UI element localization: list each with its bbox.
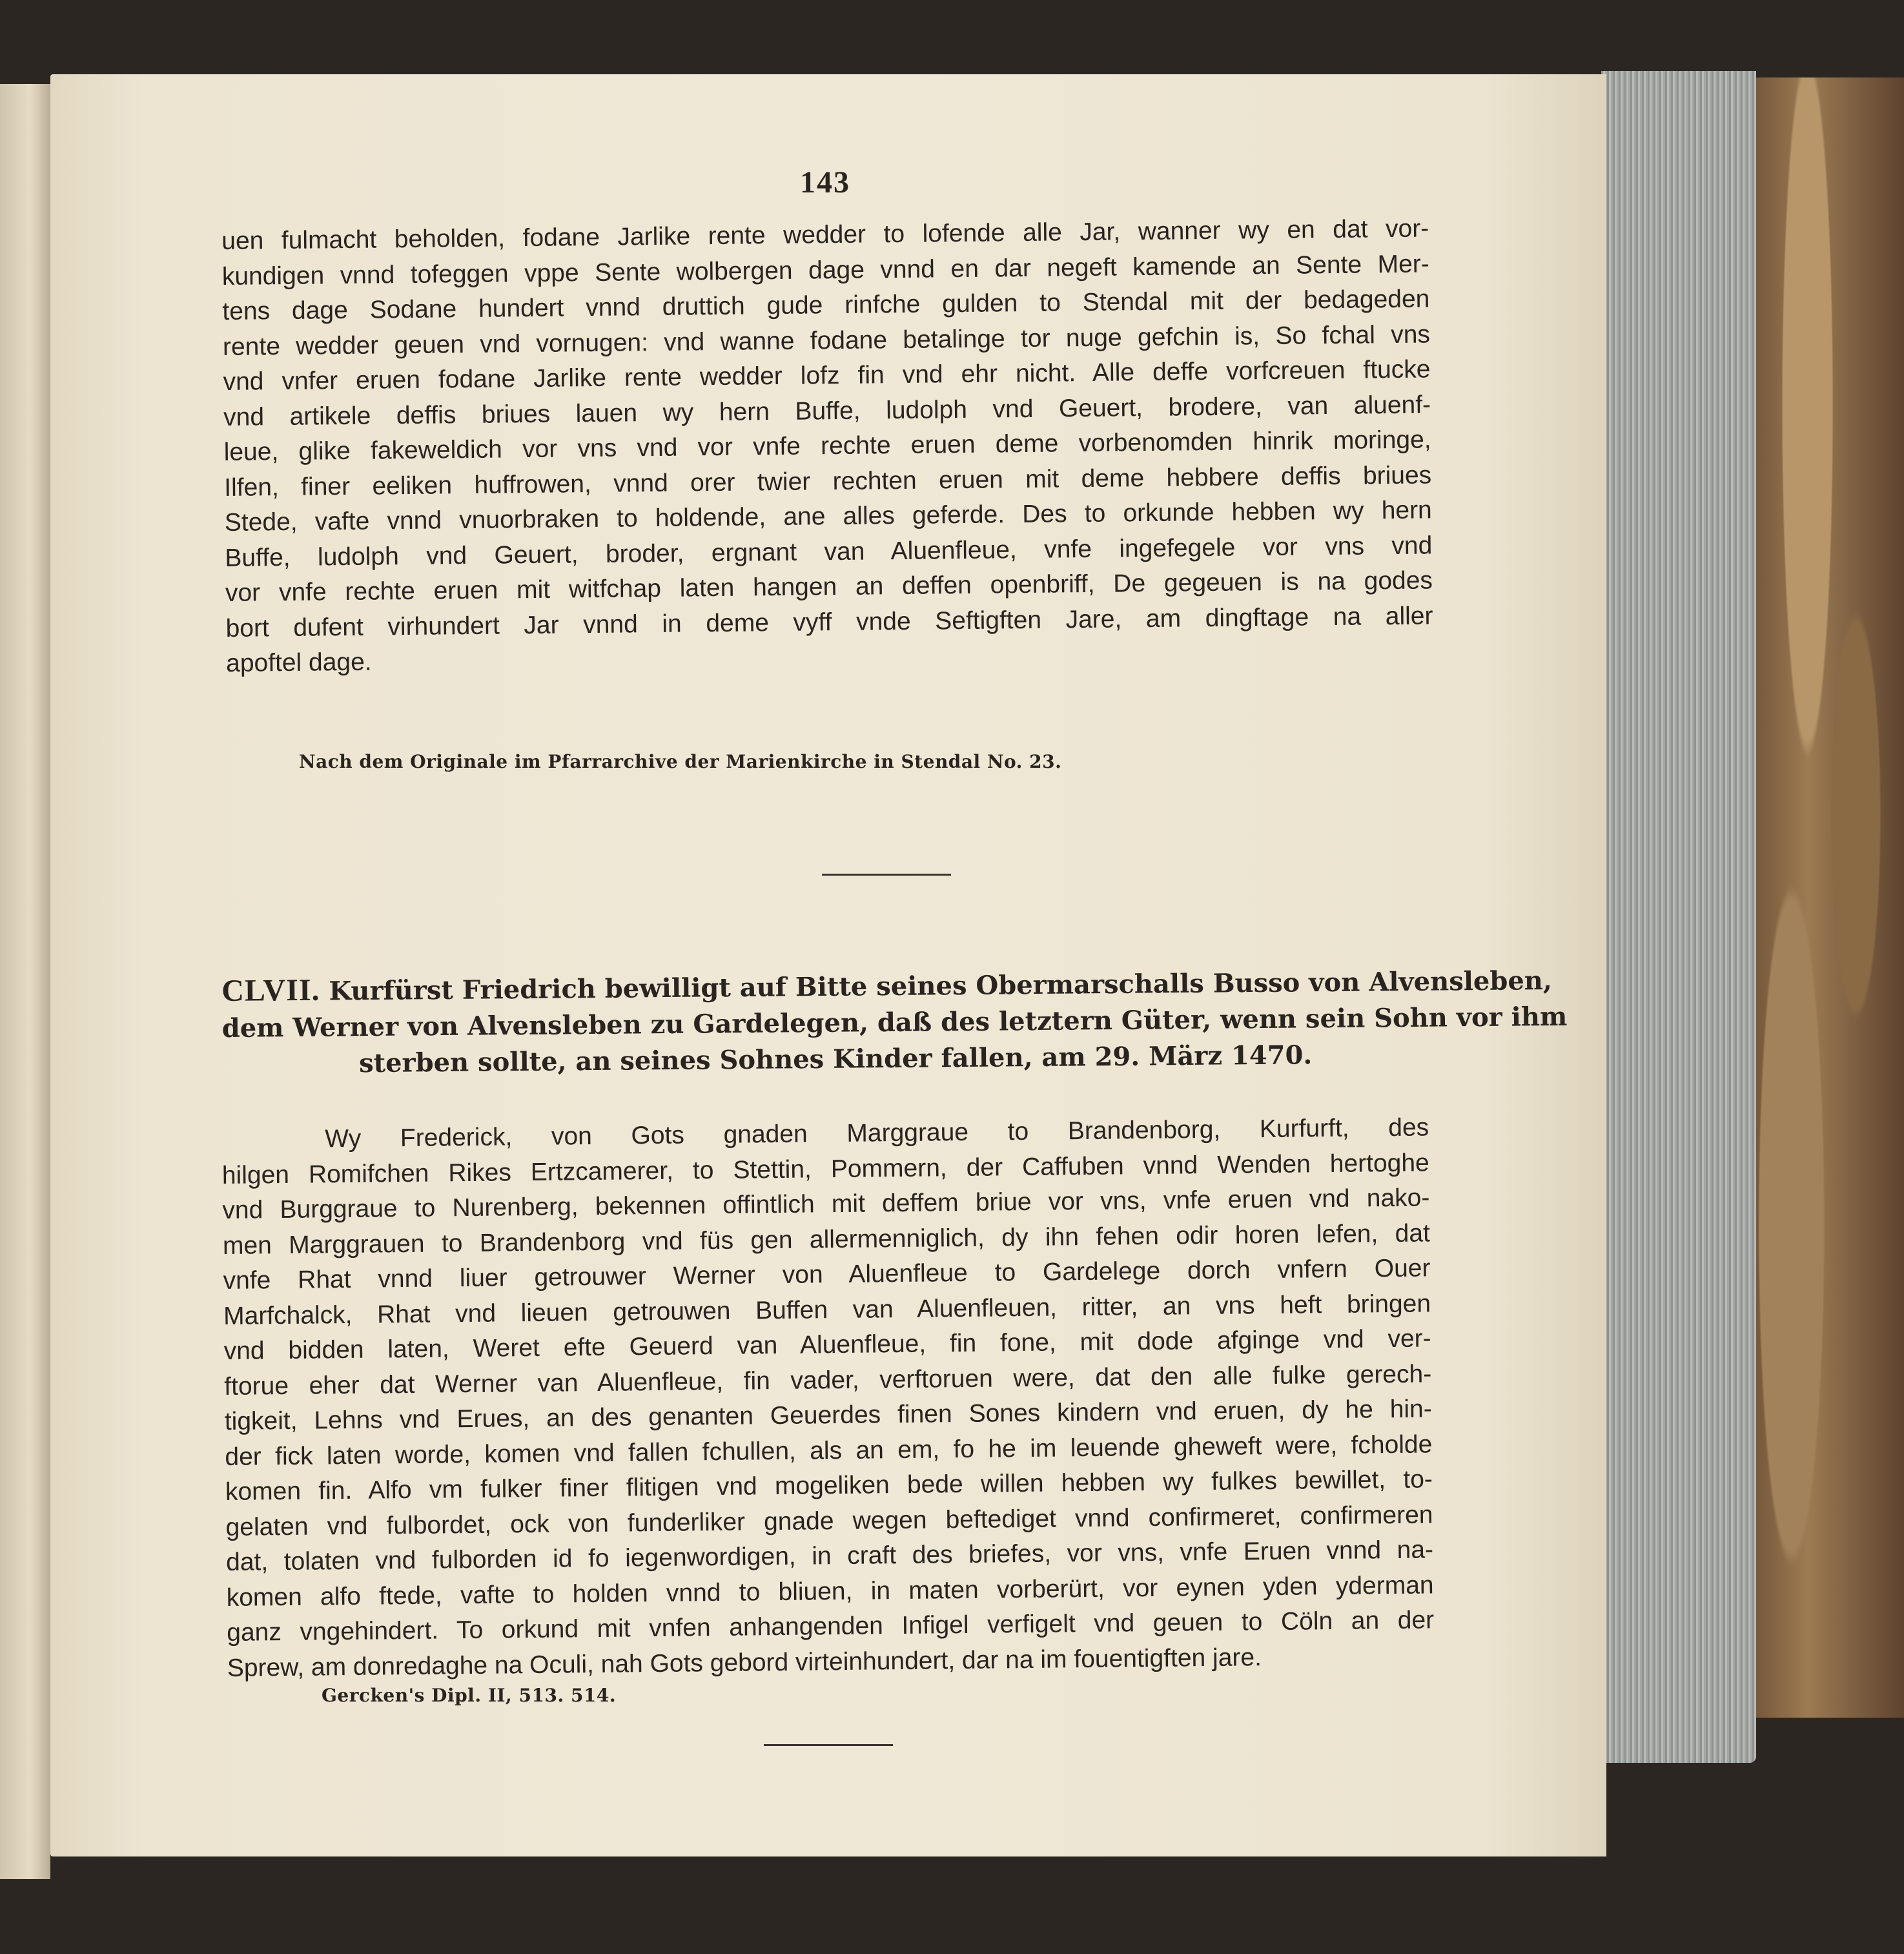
text-line: vnfe Rhat vnnd liuer getrouwer Werner von Aluenfleue to Gardelege dorch vnfern Ouer	[223, 1254, 1431, 1295]
text-line: vor vnfe rechte eruen mit witfchap laten hangen an deffen openbriff, De gegeuen is na godes	[225, 566, 1433, 607]
text-line: tens dage Sodane hundert vnnd druttich gude rinfche gulden to Stendal mit der bedageden	[222, 285, 1430, 325]
text-line: ftorue eher dat Werner van Aluenfleue, fin vader, verftoruen were, dat den alle fulke gerech-	[224, 1359, 1432, 1401]
text-line: ganz vngehindert. To orkund mit vnfen anhangenden Infigel verfigelt vnd geuen to Cöln an der	[227, 1606, 1435, 1647]
text-line: vnd vnfer eruen fodane Jarlike rente wedder lofz fin vnd ehr nicht. Alle deffe vorfcreuen ftucke	[223, 355, 1431, 396]
text-line: leue, glike fakeweldich vor vns vnd vor vnfe rechte eruen deme vorbenomden hinrik moringe,	[223, 426, 1431, 466]
text-line: der fick laten worde, komen vnd fallen fchullen, als an em, fo he im leuende gheweft were, fcholde	[225, 1430, 1433, 1471]
text-line: uen fulmacht beholden, fodane Jarlike rente wedder to lofende alle Jar, wanner wy en dat vor-	[221, 214, 1429, 255]
page-number: 143	[800, 165, 850, 200]
document-paragraph-1	[221, 211, 1433, 681]
source-citation-2: Gercken's Dipl. II, 513. 514.	[322, 1685, 617, 1706]
text-line: bort dufent virhundert Jar vnnd in deme vyff vnde Seftigften Jare, am dingftage na aller	[225, 601, 1433, 643]
text-line: vnd Burggraue to Nurenberg, bekennen offintlich mit deffem briue vor vns, vnfe eruen vnd nako-	[222, 1184, 1430, 1224]
section-divider-2	[764, 1744, 893, 1746]
heading-line-3: sterben sollte, an seines Sohnes Kinder fallen, am 29. März 1470.	[358, 1040, 1313, 1079]
text-line: Wy Frederick, von Gots gnaden Marggraue to Brandenborg, Kurfurft, des	[325, 1113, 1429, 1153]
text-line: Sprew, am donredaghe na Oculi, nah Gots gebord virteinhundert, dar na im fouentigften jare.	[227, 1643, 1262, 1682]
text-line: vnd artikele deffis briues lauen wy hern Buffe, ludolph vnd Geuert, brodere, van aluenf-	[223, 390, 1431, 431]
text-line: komen fin. Alfo vm fulker finer flitigen vnd mogeliken bede willen hebben wy fulkes bewillet, to-	[225, 1465, 1433, 1506]
text-line: kundigen vnnd tofeggen vppe Sente wolbergen dage vnnd en dar negeft kamende an Sente Mer-	[221, 249, 1429, 291]
text-line: tigkeit, Lehns vnd Erues, an des genanten Geuerdes finen Sones kindern vnd eruen, dy he hin-	[224, 1395, 1432, 1435]
text-line: gelaten vnd fulbordet, ock von funderliker gnade wegen beftediget vnnd confirmeret, confirmeren	[225, 1500, 1433, 1541]
text-line: Marfchalck, Rhat vnd lieuen getrouwen Buffen van Aluenfleuen, ritter, an vns heft bringen	[223, 1289, 1431, 1330]
book-page	[50, 74, 1606, 1856]
text-line: dat, tolaten vnd fulborden id fo iegenwordigen, in craft des briefes, vor vns, vnfe Eruen vnnd na-	[225, 1536, 1434, 1576]
text-line: Stede, vafte vnnd vnuorbraken to holdende, ane alles geferde. Des to orkunde hebben wy hern	[224, 496, 1432, 537]
text-line: vnd bidden laten, Weret efte Geuerd van Aluenfleue, fin fone, mit dode afginge vnd ver-	[223, 1324, 1431, 1365]
source-citation-1: Nach dem Originale im Pfarrarchive der Marienkirche in Stendal No. 23.	[299, 751, 1062, 772]
document-paragraph-2	[221, 1110, 1435, 1686]
text-line: men Marggrauen to Brandenborg vnd füs gen allermenniglich, dy ihn fehen odir horen lefen, dat	[222, 1219, 1431, 1260]
section-divider-1	[822, 874, 951, 876]
document-heading	[221, 962, 1568, 1083]
text-line: Ilfen, finer eeliken huffrowen, vnnd orer twier rechten eruen mit deme hebbere deffis briues	[224, 460, 1432, 502]
left-page-edge	[0, 84, 50, 1879]
marbled-cover	[1743, 77, 1904, 1718]
page-stack-edge	[1601, 71, 1756, 1763]
heading-line-1: CLVII. Kurfürst Friedrich bewilligt auf Bitte seines Obermarschalls Busso von Alvensleben,	[221, 965, 1552, 1008]
text-line: Buffe, ludolph vnd Geuert, broder, ergnant van Aluenfleue, vnfe ingefegele vor vns vnd	[225, 531, 1433, 572]
text-line: komen alfo ftede, vafte to holden vnnd to bliuen, in maten vorberürt, vor eynen yden yderman	[226, 1570, 1434, 1612]
text-line: rente wedder geuen vnd vornugen: vnd wanne fodane betalinge tor nuge gefchin is, So fchal vns	[222, 320, 1431, 361]
heading-line-2: dem Werner von Alvensleben zu Gardelegen, daß des letztern Güter, wenn sein Sohn vor ihm	[221, 1001, 1568, 1044]
text-line: hilgen Romifchen Rikes Ertzcamerer, to Stettin, Pommern, der Caffuben vnnd Wenden hertoghe	[221, 1148, 1429, 1189]
text-line: apoftel dage.	[225, 648, 372, 677]
